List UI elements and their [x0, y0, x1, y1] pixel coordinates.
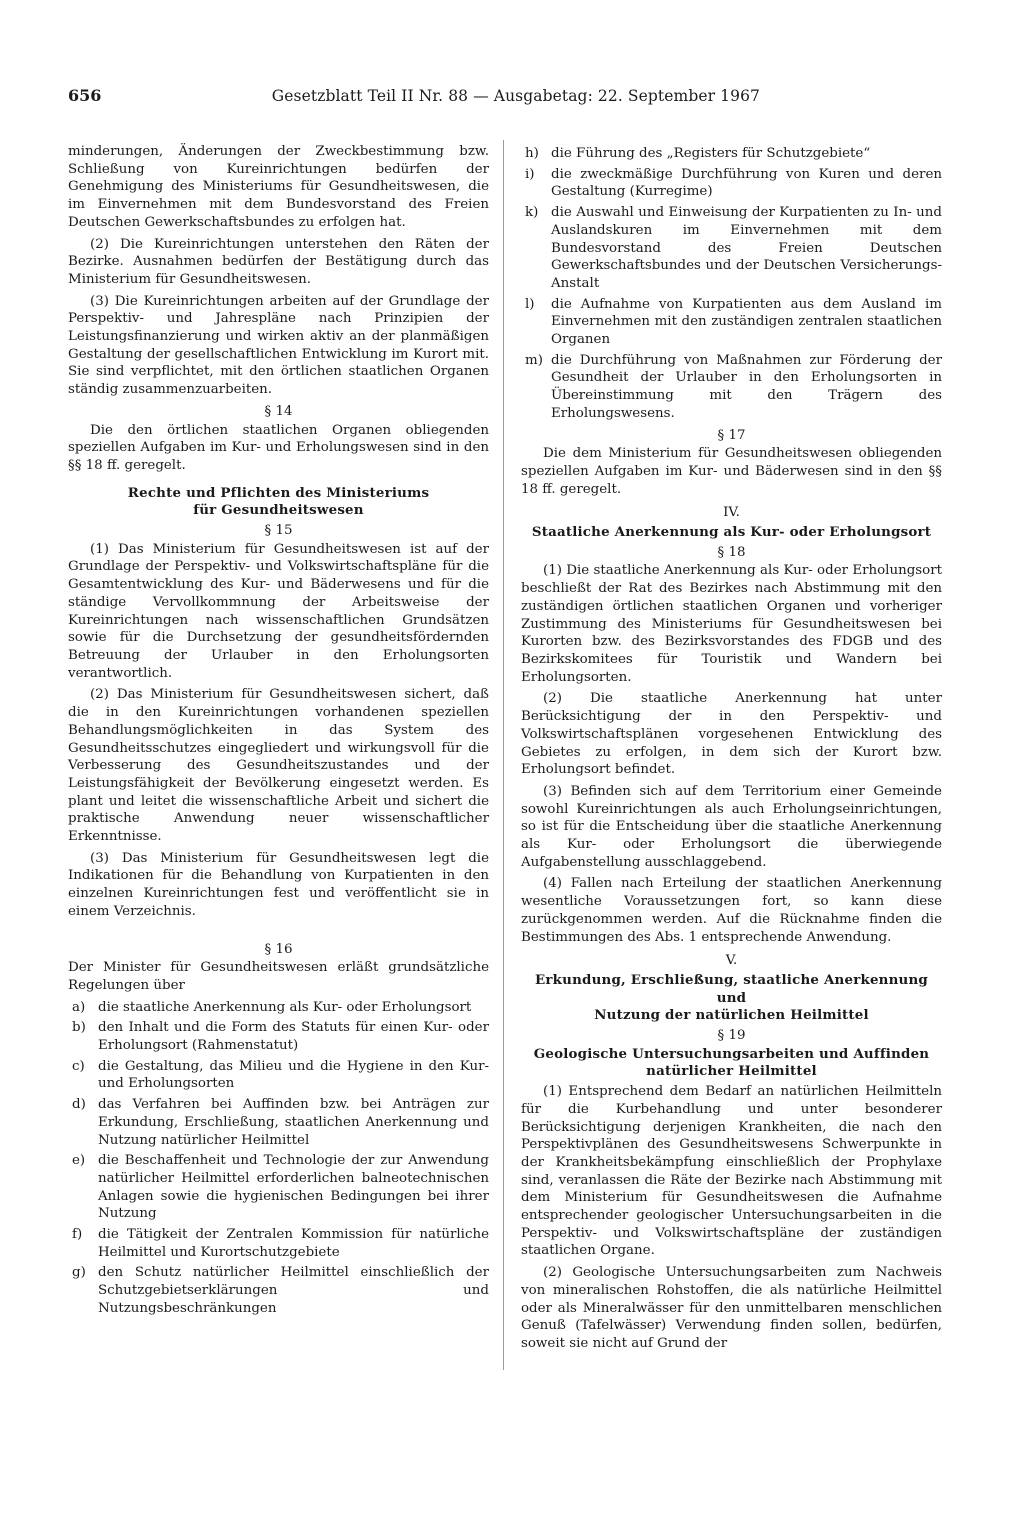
paragraph: (1) Die staatliche Anerkennung als Kur- oder Erholungsort beschließt der Rat des Bezirkes nach Abstimmung mit den zuständigen örtlichen staatlichen Organen und vorheriger Zustimmung des Ministeriums für Gesundheitswesen bei Kurorten bzw. des Bezirksvorstandes des FDGB und des Bezirkskomitees für Touristik und Wandern bei Erholungsorten.	[521, 563, 942, 685]
paragraph: (4) Fallen nach Erteilung der staatlichen Anerkennung wesentliche Voraussetzungen fort, so kann diese zurückgenommen werden. Auf die Rücknahme finden die Bestimmungen des Abs. 1 entsprechende Anwendung.	[521, 876, 942, 945]
list-marker: a)	[72, 999, 86, 1015]
section-heading: Staatliche Anerkennung als Kur- oder Erholungsort	[531, 524, 932, 541]
heading-line: Geologische Untersuchungsarbeiten und Auffinden	[533, 1045, 930, 1062]
list-text: die Gestaltung, das Milieu und die Hygiene in den Kur- und Erholungsorten	[98, 1058, 489, 1092]
list-text: das Verfahren bei Auffinden bzw. bei Anträgen zur Erkundung, Erschließung, staatlichen Anerkennung und Nutzung natürlicher Heilmittel	[98, 1097, 489, 1148]
list-text: die staatliche Anerkennung als Kur- oder Erholungsort	[98, 999, 472, 1015]
paragraph: Die den örtlichen staatlichen Organen obliegenden speziellen Aufgaben im Kur- und Erholungswesen sind in den §§ 18 ff. geregelt.	[68, 422, 489, 473]
paragraph: (2) Das Ministerium für Gesundheitswesen sichert, daß die in den Kureinrichtungen vorhandenen speziellen Behandlungsmöglichkeiten in das System des Gesundheitsschutzes eingegliedert und wirkungsvoll für die Verbesserung des Gesundheitszustandes und der Leistungsfähigkeit der Bevölkerung eingesetzt werden. Es plant und leitet die wissenschaftliche Arbeit und sichert die praktische Anwendung neuer wissenschaftlicher Erkenntnisse.	[68, 687, 489, 845]
page-header	[68, 86, 760, 110]
paragraph: (2) Die Kureinrichtungen unterstehen den Räten der Bezirke. Ausnahmen bedürfen der Bestätigung durch das Ministerium für Gesundheitswesen.	[68, 236, 489, 287]
list-item	[521, 204, 942, 293]
heading-line: natürlicher Heilmittel	[646, 1063, 817, 1080]
list-item	[521, 296, 942, 349]
list-item	[68, 1264, 489, 1317]
paragraph: (3) Die Kureinrichtungen arbeiten auf der Grundlage der Perspektiv- und Jahrespläne nach Prinzipien der Leistungsfinanzierung und wirken aktiv an der planmäßigen Gestaltung der gesellschaftlichen Entwicklung im Kurort mit. Sie sind verpflichtet, mit den örtlichen staatlichen Organen ständig zusammenzuarbeiten.	[68, 293, 489, 398]
paragraph: minderungen, Änderungen der Zweckbestimmung bzw. Schließung von Kureinrichtungen bedürfen der Genehmigung des Ministeriums für Gesundheitswesen, die im Einvernehmen mit dem Bundesvorstand des Freien Deutschen Gewerkschaftsbundes zu erfolgen hat.	[68, 144, 489, 230]
list-marker: i)	[525, 166, 535, 182]
list-text: den Schutz natürlicher Heilmittel einschließlich der Schutzgebietserklärungen und Nutzungsbeschränkungen	[98, 1265, 489, 1316]
list-marker: d)	[72, 1097, 86, 1113]
list-marker: l)	[525, 296, 535, 312]
page-number: 656	[68, 86, 102, 105]
list-marker: e)	[72, 1153, 86, 1169]
paragraph: (1) Das Ministerium für Gesundheitswesen ist auf der Grundlage der Perspektiv- und Volkswirtschaftspläne für die Gesamtentwicklung des Kur- und Bäderwesens und für die ständige Vervollkommnung der Arbeitsweise der Kureinrichtungen nach wissenschaftlichen Grundsätzen sowie für die Durchsetzung der gesundheitsfördernden Betreuung der Urlauber in den Erholungsorten verantwortlich.	[68, 541, 489, 681]
section-heading	[521, 1046, 942, 1081]
paragraph: (1) Entsprechend dem Bedarf an natürlichen Heilmitteln für die Kurbehandlung und unter besonderer Berücksichtigung derjenigen Krankheiten, die nach den Perspektivplänen des Gesundheitswesens Schwerpunkte in der Krankheitsbekämpfung einschließlich der Prophylaxe sind, veranlassen die Räte der Bezirke nach Abstimmung mit dem Ministerium für Gesundheitswesen die Aufnahme entsprechender geologischer Untersuchungsarbeiten in die Perspektiv- und Volkswirtschaftspläne der zuständigen staatlichen Organe.	[521, 1084, 942, 1259]
enumerated-list	[521, 145, 942, 423]
column-divider	[503, 140, 504, 1370]
section-number: § 15	[264, 523, 293, 539]
list-item	[521, 352, 942, 423]
heading-line: Nutzung der natürlichen Heilmittel	[594, 1007, 869, 1024]
list-text: die zweckmäßige Durchführung von Kuren und deren Gestaltung (Kurregime)	[551, 166, 942, 200]
list-text: die Durchführung von Maßnahmen zur Förderung der Gesundheit der Urlauber in den Erholungsorten in Übereinstimmung mit den Trägern des Erholungswesens.	[551, 352, 942, 421]
list-item	[521, 166, 942, 201]
paragraph: Die dem Ministerium für Gesundheitswesen obliegenden speziellen Aufgaben im Kur- und Bäderwesen sind in den §§ 18 ff. geregelt.	[521, 446, 942, 497]
list-marker: c)	[72, 1058, 85, 1074]
section-number: § 18	[717, 544, 746, 560]
list-item	[68, 1152, 489, 1223]
list-marker: b)	[72, 1020, 86, 1036]
list-marker: m)	[525, 352, 543, 368]
paragraph: (3) Befinden sich auf dem Territorium einer Gemeinde sowohl Kureinrichtungen als auch Erholungseinrichtungen, so ist für die Entscheidung über die staatliche Anerkennung als Kur- oder Erholungsort die überwiegende Aufgabenstellung ausschlaggebend.	[521, 783, 942, 870]
paragraph: (2) Geologische Untersuchungsarbeiten zum Nachweis von mineralischen Rohstoffen, die als natürliche Heilmittel oder als Mineralwässer für den unmittelbaren menschlichen Genuß (Tafelwässer) Verwendung finden sollen, bedürfen, soweit sie nicht auf Grund der	[521, 1265, 942, 1351]
paragraph: (3) Das Ministerium für Gesundheitswesen legt die Indikationen für die Behandlung von Kurpatienten in den einzelnen Kureinrichtungen fest und veröffentlicht sie in einem Verzeichnis.	[68, 850, 489, 919]
heading-line: Rechte und Pflichten des Ministeriums	[127, 484, 430, 501]
section-number: § 14	[264, 403, 293, 419]
gazette-title: Gesetzblatt Teil II Nr. 88 — Ausgabetag: 22. September 1967	[271, 87, 760, 105]
list-text: die Auswahl und Einweisung der Kurpatienten zu In- und Auslandskuren im Einvernehmen mit dem Bundesvorstand des Freien Deutschen Gewerkschaftsbundes und der Deutschen Versicherungs-Anstalt	[551, 205, 942, 291]
left-column	[68, 143, 489, 1322]
section-heading	[521, 972, 942, 1025]
list-marker: h)	[525, 146, 539, 161]
section-number: § 16	[264, 941, 293, 957]
enumerated-list	[68, 999, 489, 1318]
section-heading	[68, 485, 489, 520]
list-item	[521, 145, 942, 163]
list-text: die Führung des „Registers für Schutzgebiete“	[551, 146, 871, 161]
list-text: die Tätigkeit der Zentralen Kommission für natürliche Heilmittel und Kurortschutzgebiete	[98, 1227, 489, 1260]
list-marker: k)	[525, 205, 539, 221]
paragraph: (2) Die staatliche Anerkennung hat unter Berücksichtigung der in den Perspektiv- und Volkswirtschaftsplänen vorgesehenen Entwicklung des Gebietes zu erfolgen, in dem sich der Kurort bzw. Erholungsort befindet.	[521, 691, 942, 778]
list-text: die Aufnahme von Kurpatienten aus dem Ausland im Einvernehmen mit den zuständigen zentralen staatlichen Organen	[551, 296, 942, 348]
list-item	[68, 1058, 489, 1093]
section-number: § 17	[717, 427, 746, 443]
heading-line: für Gesundheitswesen	[193, 502, 364, 519]
paragraph: Der Minister für Gesundheitswesen erläßt grundsätzliche Regelungen über	[68, 960, 489, 993]
list-text: die Beschaffenheit und Technologie der zur Anwendung natürlicher Heilmittel erforderlichen balneotechnischen Anlagen sowie die hygienischen Bedingungen bei ihrer Nutzung	[98, 1153, 489, 1222]
list-item	[68, 999, 489, 1017]
part-number: V.	[725, 953, 738, 969]
section-number: § 19	[717, 1028, 746, 1044]
heading-line: Erkundung, Erschließung, staatliche Anerkennung und	[535, 971, 928, 1006]
list-item	[68, 1226, 489, 1261]
list-item	[68, 1019, 489, 1054]
right-column	[521, 143, 942, 1357]
list-marker: g)	[72, 1265, 86, 1281]
list-text: den Inhalt und die Form des Statuts für einen Kur- oder Erholungsort (Rahmenstatut)	[98, 1020, 489, 1054]
part-number: IV.	[723, 505, 740, 521]
list-marker: f)	[72, 1227, 83, 1243]
list-item	[68, 1096, 489, 1149]
